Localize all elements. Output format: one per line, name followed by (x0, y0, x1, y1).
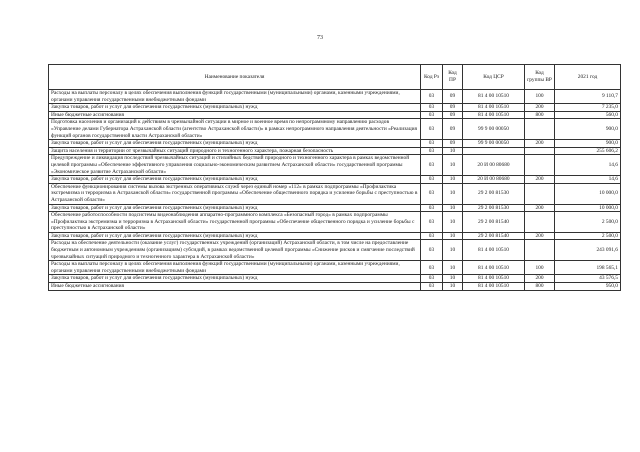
cell-name: Обеспечение работоспособности подсистемы видеонаблюдения аппаратно-программного комплекса «Безопасный город» в рамках подпрограммы «Профилактика экстремизма и терроризма в Астраханской области» государственной программы «Обеспечение общественного порядка и усиление борьбы с преступностью в Астраханской области» (49, 212, 421, 233)
cell-name: Подготовка населения и организаций к действиям в чрезвычайной ситуации в мирное и военное время по непрограммному направлению расходов «Управление делами Губернатора Астраханской области (агентство Астраханской области)» в рамках непрограммного направления деятельности «Реализация функций органов государственной власти Астраханской области» (49, 119, 421, 140)
table-row (49, 283, 621, 291)
cell-vr: 200 (525, 204, 555, 212)
cell-sum: 10 000,0 (555, 183, 621, 204)
cell-pr: 09 (443, 111, 463, 119)
cell-sum: 2 500,0 (555, 212, 621, 233)
cell-vr (525, 147, 555, 155)
cell-csr: 81 4 00 10510 (463, 283, 525, 291)
cell-csr: 29 2 00 81530 (463, 204, 525, 212)
cell-name: Закупка товаров, работ и услуг для обеспечения государственных (муниципальных) нужд (49, 204, 421, 212)
cell-sum: 14,6 (555, 176, 621, 184)
cell-pr: 10 (443, 176, 463, 184)
table-row (49, 104, 621, 112)
cell-pr: 10 (443, 261, 463, 275)
table-row (49, 140, 621, 148)
cell-vr: 200 (525, 275, 555, 283)
cell-name: Обеспечение функционирования системы вызова экстренных оперативных служб через единый номер «112» в рамках подпрограммы «Профилактика экстремизма и терроризма в Астраханской области» государственной программы «Обеспечение общественного порядка и усиление борьбы с преступностью в Астраханской области» (49, 183, 421, 204)
cell-pr: 10 (443, 147, 463, 155)
cell-csr: 81 4 00 10510 (463, 261, 525, 275)
cell-pr: 10 (443, 240, 463, 261)
cell-pr: 09 (443, 119, 463, 140)
cell-name: Иные бюджетные ассигнования (49, 283, 421, 291)
cell-rz: 03 (421, 240, 443, 261)
cell-name: Закупка товаров, работ и услуг для обеспечения государственных (муниципальных) нужд (49, 140, 421, 148)
cell-csr: 99 9 00 00050 (463, 140, 525, 148)
table-row (49, 212, 621, 233)
cell-vr: 800 (525, 283, 555, 291)
cell-csr: 81 4 00 10510 (463, 275, 525, 283)
cell-csr: 20 И 00 80680 (463, 155, 525, 176)
cell-pr: 10 (443, 204, 463, 212)
table-row (49, 90, 621, 104)
cell-csr: 29 2 00 81540 (463, 212, 525, 233)
cell-rz: 03 (421, 183, 443, 204)
header-rz: Код Рз (421, 65, 443, 90)
cell-vr: 200 (525, 104, 555, 112)
cell-name: Защита населения и территории от чрезвычайных ситуаций природного и техногенного характера, пожарная безопасность (49, 147, 421, 155)
table-row (49, 119, 621, 140)
cell-name: Расходы на выплаты персоналу в целях обеспечения выполнения функций государственными (муниципальными) органами, казенными учреждениями, органами управления государственными внебюджетными фондами (49, 90, 421, 104)
header-pr: Код ПР (443, 65, 463, 90)
cell-sum: 2 500,0 (555, 232, 621, 240)
cell-csr: 29 2 00 81540 (463, 232, 525, 240)
cell-csr (463, 147, 525, 155)
cell-pr: 09 (443, 90, 463, 104)
cell-pr: 10 (443, 232, 463, 240)
cell-rz: 03 (421, 90, 443, 104)
cell-sum: 900,0 (555, 119, 621, 140)
cell-sum: 10 000,0 (555, 204, 621, 212)
cell-sum: 198 565,1 (555, 261, 621, 275)
page-number: 73 (317, 35, 323, 41)
cell-name: Закупка товаров, работ и услуг для обеспечения государственных (муниципальных) нужд (49, 176, 421, 184)
cell-name: Закупка товаров, работ и услуг для обеспечения государственных (муниципальных) нужд (49, 104, 421, 112)
cell-csr: 81 4 00 10510 (463, 240, 525, 261)
cell-rz: 03 (421, 104, 443, 112)
cell-vr: 100 (525, 261, 555, 275)
table-row (49, 155, 621, 176)
cell-sum: 560,0 (555, 111, 621, 119)
cell-csr: 81 4 00 10510 (463, 111, 525, 119)
header-vr: Код группы ВР (525, 65, 555, 90)
cell-rz: 03 (421, 155, 443, 176)
cell-vr (525, 155, 555, 176)
cell-csr: 20 И 00 80680 (463, 176, 525, 184)
cell-pr: 09 (443, 140, 463, 148)
table-row (49, 204, 621, 212)
cell-rz: 03 (421, 119, 443, 140)
cell-rz: 03 (421, 283, 443, 291)
cell-pr: 10 (443, 283, 463, 291)
cell-pr: 10 (443, 275, 463, 283)
cell-pr: 10 (443, 183, 463, 204)
cell-sum: 243 091,6 (555, 240, 621, 261)
cell-vr (525, 119, 555, 140)
cell-pr: 09 (443, 104, 463, 112)
cell-sum: 9 110,7 (555, 90, 621, 104)
cell-vr: 200 (525, 232, 555, 240)
table-row (49, 232, 621, 240)
table-header-row (49, 65, 621, 90)
header-csr: Код ЦСР (463, 65, 525, 90)
table-row (49, 183, 621, 204)
cell-sum: 43 576,5 (555, 275, 621, 283)
cell-csr: 81 4 00 10510 (463, 90, 525, 104)
cell-vr (525, 240, 555, 261)
cell-name: Иные бюджетные ассигнования (49, 111, 421, 119)
cell-csr: 99 9 00 00050 (463, 119, 525, 140)
header-name: Наименование показателя (49, 65, 421, 90)
cell-name: Закупка товаров, работ и услуг для обеспечения государственных (муниципальных) нужд (49, 232, 421, 240)
cell-vr: 100 (525, 90, 555, 104)
cell-csr: 81 4 00 10510 (463, 104, 525, 112)
cell-rz: 03 (421, 261, 443, 275)
cell-name: Предупреждение и ликвидация последствий чрезвычайных ситуаций и стихийных бедствий природного и техногенного характера в рамках ведомственной целевой программы «Обеспечение эффективного управления социально-экономическим развитием Астраханской области» государственной программы «Экономическое развитие Астраханской области» (49, 155, 421, 176)
cell-pr: 10 (443, 155, 463, 176)
cell-vr (525, 212, 555, 233)
cell-rz: 03 (421, 275, 443, 283)
cell-vr: 200 (525, 140, 555, 148)
cell-sum: 900,0 (555, 140, 621, 148)
table-row (49, 275, 621, 283)
cell-pr: 10 (443, 212, 463, 233)
cell-vr: 800 (525, 111, 555, 119)
cell-sum: 7 235,0 (555, 104, 621, 112)
cell-rz: 03 (421, 212, 443, 233)
cell-rz: 03 (421, 204, 443, 212)
cell-sum: 950,0 (555, 283, 621, 291)
cell-rz: 03 (421, 176, 443, 184)
cell-name: Расходы на выплаты персоналу в целях обеспечения выполнения функций государственными (муниципальными) органами, казенными учреждениями, органами управления государственными внебюджетными фондами (49, 261, 421, 275)
table-row (49, 176, 621, 184)
cell-name: Закупка товаров, работ и услуг для обеспечения государственных (муниципальных) нужд (49, 275, 421, 283)
cell-vr (525, 183, 555, 204)
cell-rz: 03 (421, 111, 443, 119)
cell-csr: 29 2 00 81530 (463, 183, 525, 204)
table-row (49, 261, 621, 275)
table-row (49, 240, 621, 261)
cell-rz: 03 (421, 140, 443, 148)
cell-name: Расходы на обеспечение деятельности (оказание услуг) государственных учреждений (организаций) Астраханской области, в том числе на предоставление бюджетным и автономным учреждениям (организациям) субсидий, в рамках ведомственной целевой программы «Снижение рисков и смягчение последствий чрезвычайных ситуаций природного и техногенного характера в Астраханской области» (49, 240, 421, 261)
table-row (49, 111, 621, 119)
cell-sum: 255 606,2 (555, 147, 621, 155)
header-sum: 2021 год (555, 65, 621, 90)
budget-table (48, 64, 621, 291)
cell-sum: 14,6 (555, 155, 621, 176)
cell-vr: 200 (525, 176, 555, 184)
table-row (49, 147, 621, 155)
cell-rz: 03 (421, 147, 443, 155)
cell-rz: 03 (421, 232, 443, 240)
